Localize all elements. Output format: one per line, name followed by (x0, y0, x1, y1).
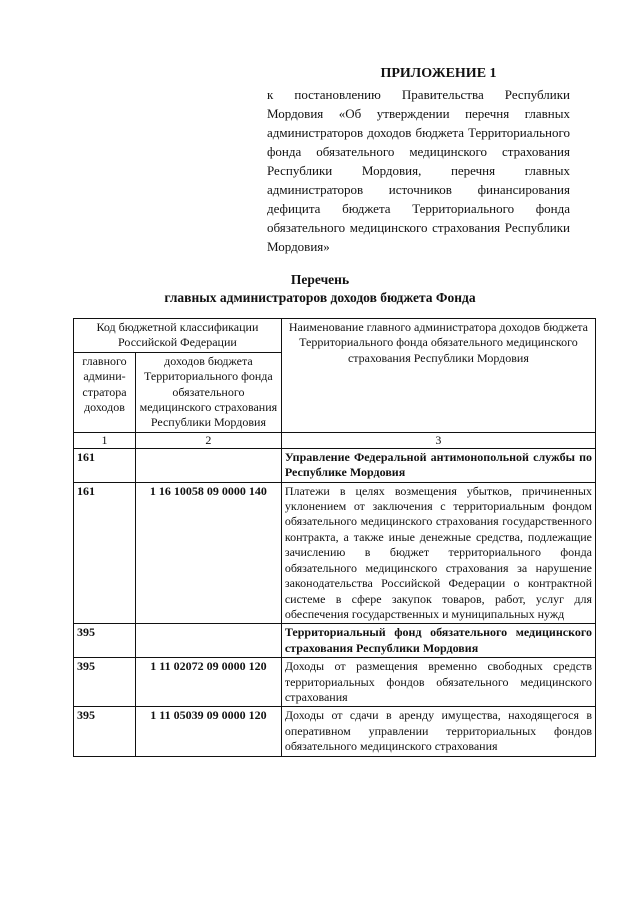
column-number-row (74, 432, 596, 448)
column-number: 1 (74, 432, 136, 448)
title-line-1: Перечень (290, 272, 350, 287)
table-row (74, 658, 596, 707)
income-name: Доходы от размещения временно свободных средств территориальных фондов обязательного медицинского страхования (281, 658, 595, 707)
appendix-block (267, 64, 570, 256)
income-code (135, 624, 281, 658)
table-row (74, 448, 596, 482)
header-name-cell: Наименование главного администратора доходов бюджета Территориального фонда обязательного медицинского страхования Республики Мордовия (281, 319, 595, 433)
administrators-table (73, 318, 596, 757)
income-code: 1 11 05039 09 0000 120 (135, 707, 281, 756)
admin-code: 395 (74, 707, 136, 756)
title-line-2: главных администраторов доходов бюджета Фонда (164, 290, 476, 305)
admin-code: 395 (74, 624, 136, 658)
income-code: 1 16 10058 09 0000 140 (135, 482, 281, 624)
administrator-name: Управление Федеральной антимонопольной службы по Республике Мордовия (281, 448, 595, 482)
document-title (60, 271, 580, 307)
admin-code: 161 (74, 482, 136, 624)
column-number: 3 (281, 432, 595, 448)
appendix-heading: ПРИЛОЖЕНИЕ 1 (380, 66, 497, 81)
column-number: 2 (135, 432, 281, 448)
income-code: 1 11 02072 09 0000 120 (135, 658, 281, 707)
header-code-cell: доходов бюджета Территориального фонда обязательного медицинского страхования Республики Мордовия (135, 352, 281, 432)
income-code (135, 448, 281, 482)
appendix-text: к постановлению Правительства Республики Мордовия «Об утверждении перечня главных администраторов доходов бюджета Территориального фонда обязательного медицинского страхования Республики Мордовия, перечня главных администраторов источников финансирования дефицита бюджета Территориального фонда обязательного медицинского страхования Республики Мордовия» (267, 87, 570, 254)
income-name: Доходы от сдачи в аренду имущества, находящегося в оперативном управлении территориальных фондов обязательного медицинского страхования (281, 707, 595, 756)
table-row (74, 624, 596, 658)
table-row (74, 482, 596, 624)
income-name: Платежи в целях возмещения убытков, причиненных уклонением от заключения с территориальным фондом обязательного медицинского страхования государственного контракта, а также иные денежные средства, подлежащие зачислению в бюджет территориального фонда обязательного медицинского страхования за нарушение законодательства Российской Федерации о контрактной системе в сфере закупок товаров, работ, услуг для обеспечения государственных и муниципальных нужд (281, 482, 595, 624)
table-row (74, 707, 596, 756)
header-row (74, 319, 596, 353)
header-admin-cell: главного админи-стратора доходов (74, 352, 136, 432)
admin-code: 161 (74, 448, 136, 482)
header-group-cell: Код бюджетной классификации Российской Федерации (74, 319, 282, 353)
administrator-name: Территориальный фонд обязательного медицинского страхования Республики Мордовия (281, 624, 595, 658)
admin-code: 395 (74, 658, 136, 707)
